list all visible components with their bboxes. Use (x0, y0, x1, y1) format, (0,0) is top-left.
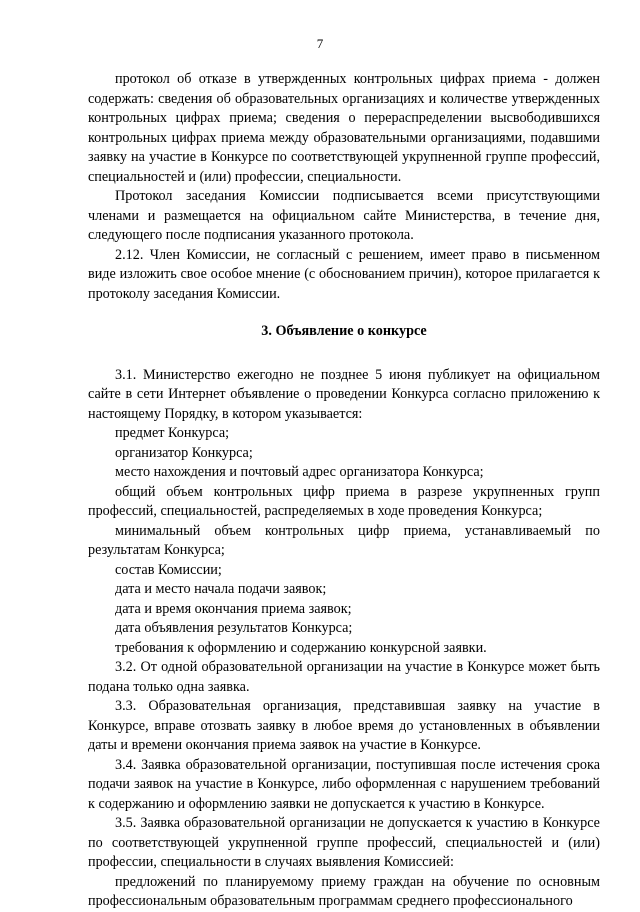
list-item: организатор Конкурса; (115, 444, 253, 461)
paragraph-3-5-item: предложений по планируемому приему граждан на обучение по основным профессиональным образовательным программам среднего профессионального (88, 873, 600, 909)
page-number: 7 (316, 36, 324, 51)
list-item: общий объем контрольных цифр приема в разрезе укрупненных групп профессий, специальностей, распределяемых в ходе проведения Конкурса; (88, 483, 600, 519)
paragraph-3-4: 3.4. Заявка образовательной организации, поступившая после истечения срока подачи заявок на участие в Конкурсе, либо оформленная с нарушением требований к содержанию и оформлению заявки не допускается к участию в Конкурсе. (88, 756, 600, 812)
paragraph-protocol-refusal: протокол об отказе в утвержденных контрольных цифрах приема - должен содержать: сведения об образовательных организациях и количестве утвержденных контрольных цифрах приема; сведения о перераспределении высвободившихся контрольных цифрах приема между образовательными организациями, подавшими заявку на участие в Конкурсе по соответствующей укрупненной группе профессий, специальностей и (или) профессии, специальности. (88, 71, 600, 185)
section-heading: 3. Объявление о конкурсе (261, 323, 427, 339)
document-body (88, 70, 600, 912)
list-item: минимальный объем контрольных цифр приема, устанавливаемый по результатам Конкурса; (88, 522, 600, 558)
list-item: место нахождения и почтовый адрес организатора Конкурса; (115, 464, 484, 480)
list-item: предмет Конкурса; (115, 425, 230, 441)
list-item: требования к оформлению и содержанию конкурсной заявки. (115, 639, 487, 656)
paragraph-3-3: 3.3. Образовательная организация, представившая заявку на участие в Конкурсе, вправе отозвать заявку в любое время до установленных в объявлении даты и времени окончания приема заявок на участие в Конкурсе. (88, 698, 600, 753)
list-item: состав Комиссии; (115, 561, 222, 578)
paragraph-protocol-signing: Протокол заседания Комиссии подписывается всеми присутствующими членами и размещается на официальном сайте Министерства, в течение дня, следующего после подписания указанного протокола. (88, 188, 600, 243)
list-item: дата объявления результатов Конкурса; (115, 620, 353, 636)
paragraph-3-5: 3.5. Заявка образовательной организации не допускается к участию в Конкурсе по соответствующей укрупненной группе профессий, специальностей и (или) профессии, специальности в случаях выявления Комиссией: (88, 815, 600, 870)
paragraph-3-1: 3.1. Министерство ежегодно не позднее 5 июня публикует на официальном сайте в сети Интернет объявление о проведении Конкурса согласно приложению к настоящему Порядку, в котором указывается: (88, 366, 600, 422)
paragraph-2-12: 2.12. Член Комиссии, не согласный с решением, имеет право в письменном виде изложить свое особое мнение (с обоснованием причин), которое прилагается к протоколу заседания Комиссии. (88, 246, 600, 302)
list-item: дата и время окончания приема заявок; (115, 600, 352, 617)
paragraph-3-2: 3.2. От одной образовательной организации на участие в Конкурсе может быть подана только одна заявка. (88, 659, 600, 695)
list-item: дата и место начала подачи заявок; (115, 581, 327, 597)
